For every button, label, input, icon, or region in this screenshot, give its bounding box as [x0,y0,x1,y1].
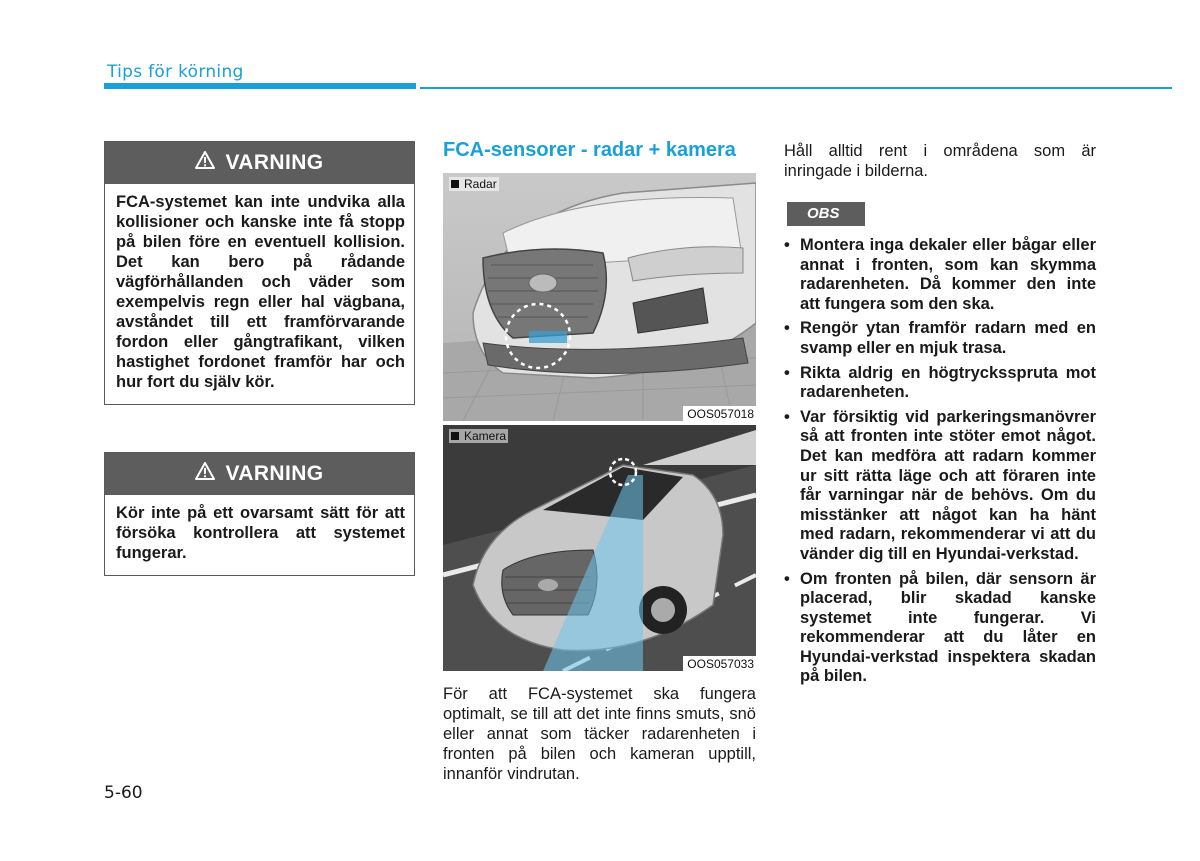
radar-figure [443,173,756,421]
section-title: Tips för körning [107,62,244,82]
page-number: 5-60 [104,783,143,803]
body-paragraph: För att FCA-systemet ska fungera optimalt, se till att det inte finns smuts, snö eller annat som täcker radarenheten i fronten på bilen och kameran upptill, innanför vindrutan. [443,685,756,783]
warning-title: VARNING [225,462,324,485]
warning-box-2 [104,452,415,576]
figure-tag: Kamera [449,429,508,443]
car-front-radar-illustration [443,173,756,421]
warning-text: Kör inte på ett ovarsamt sätt för att försöka kontrollera att systemet fungerar. [116,504,405,562]
car-camera-illustration [443,425,756,671]
warning-triangle-icon [195,151,215,175]
list-item: • Rengör ytan framför radarn med en svamp eller en mjuk trasa. [784,319,1096,357]
list-item: • Om fronten på bilen, där sensorn är placerad, blir skadad kanske systemet inte fungerar. Vi rekommenderar att du låter en Hyundai-verkstad inspektera skadan på bilen. [784,569,1096,686]
warning-box-1 [104,141,415,405]
warning-text: FCA-systemet kan inte undvika alla kollisioner och kanske inte få stopp på bilen före en eventuell kollision. Det kan bero på rådande vägförhållanden och väder som exempelvis regn eller hal vägbana, avståndet till ett framförvarande fordon eller gångtrafikant, vilken hastighet fordonet framför har och hur fort du själv kör. [116,193,405,391]
list-item: • Var försiktig vid parkeringsmanövrer så att fronten inte stöter emot något. Det kan medföra att radarn kommer ur sitt rätta läge och att föraren inte får varningar när de behövs. Om du misstänker att något kan ha hänt med radarn, rekommenderar vi att du vänder dig till en Hyundai-verkstad. [784,407,1096,563]
header-rule-thick [104,83,416,89]
section-heading: FCA-sensorer - radar + kamera [443,139,736,161]
list-item: • Montera inga dekaler eller bågar eller annat i fronten, som kan skymma radarenheten. Då kommer den inte att fungera som den ska. [784,236,1096,313]
camera-figure [443,425,756,671]
warning-triangle-icon [195,462,215,486]
obs-label: OBS [787,202,865,226]
header-rule-thin [420,87,1172,89]
warning-header [105,142,414,184]
figure-code: OOS057033 [683,656,756,671]
warning-title: VARNING [225,151,324,174]
warning-header [105,453,414,495]
intro-paragraph: Håll alltid rent i områdena som är inringade i bilderna. [784,142,1096,180]
bullet-list [784,236,1096,692]
list-item: • Rikta aldrig en högtrycksspruta mot radarenheten. [784,363,1096,402]
figure-code: OOS057018 [683,406,756,421]
figure-tag: Radar [449,177,499,191]
